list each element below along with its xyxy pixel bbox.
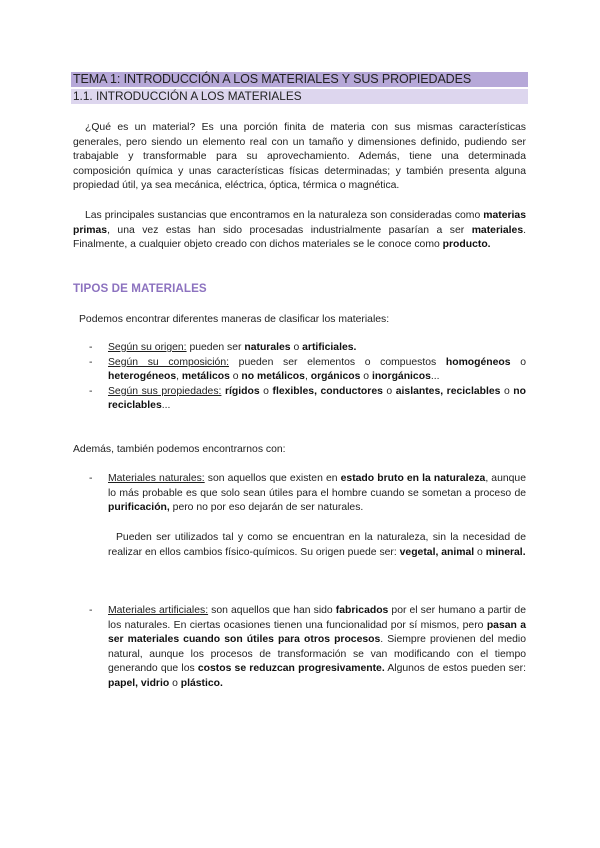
- ademas-line: Además, también podemos encontrarnos con:: [73, 444, 286, 455]
- paragraph-materias-primas: Las principales sustancias que encontramos en la naturaleza son consideradas como materias primas, una vez estas han sido procesadas industrialmente pasarían a ser materiales. Finalmente, a cualquier objeto creado con dichos materiales se le conoce como producto.: [73, 210, 526, 251]
- list-item-materiales-artificiales: - Materiales artificiales: son aquellos que han sido fabricados por el ser humano a partir de los naturales. En ciertas ocasiones tienen una funcionalidad por sí mismos, pero pasan a ser materiales cuando son útiles para otros procesos. Siempre provienen del medio natural, aunque los procesos de transformación se van modificando con el tiempo generando que los costos se reduzcan progresivamente. Algunos de estos pueden ser: papel, vidrio o plástico.: [89, 605, 526, 689]
- list-item-propiedades: - Según sus propiedades: rígidos o flexibles, conductores o aislantes, reciclables o no reciclables...: [89, 385, 526, 412]
- tipos-intro: Podemos encontrar diferentes maneras de clasificar los materiales:: [79, 314, 390, 325]
- tipos-heading: TIPOS DE MATERIALES: [73, 282, 207, 295]
- list-item-origen: - Según su origen: pueden ser naturales o artificiales.: [89, 342, 357, 353]
- materiales-artificiales-list: [73, 604, 526, 692]
- list-item-composicion: - Según su composición: pueden ser elementos o compuestos homogéneos o heterogéneos, metálicos o no metálicos, orgánicos o inorgánicos...: [89, 356, 526, 383]
- classification-list: [73, 341, 526, 414]
- materiales-naturales-list: [73, 472, 526, 516]
- document-title: TEMA 1: INTRODUCCIÓN A LOS MATERIALES Y SUS PROPIEDADES: [71, 72, 528, 87]
- paragraph-naturales-uso: Pueden ser utilizados tal y como se encuentran en la naturaleza, sin la necesidad de realizar en ellos cambios físico-químicos. Su origen puede ser: vegetal, animal o mineral.: [108, 532, 526, 558]
- section-subtitle: 1.1. INTRODUCCIÓN A LOS MATERIALES: [71, 89, 528, 104]
- list-item-materiales-naturales: - Materiales naturales: son aquellos que existen en estado bruto en la naturaleza, aunque lo más probable es que solo sean útiles para el hombre cuando se sometan a proceso de purificación, pero no por eso dejarán de ser naturales.: [89, 473, 526, 514]
- paragraph-definition: ¿Qué es un material? Es una porción finita de materia con sus mismas características generales, pero siendo un elemento real con un tamaño y dimensiones definido, pudiendo ser trabajable y transformable para su aprovechamiento. Además, tiene una determinada composición química y unas características físicas determinadas; y también presenta alguna propiedad útil, ya sea mecánica, eléctrica, óptica, térmica o magnética.: [73, 122, 526, 192]
